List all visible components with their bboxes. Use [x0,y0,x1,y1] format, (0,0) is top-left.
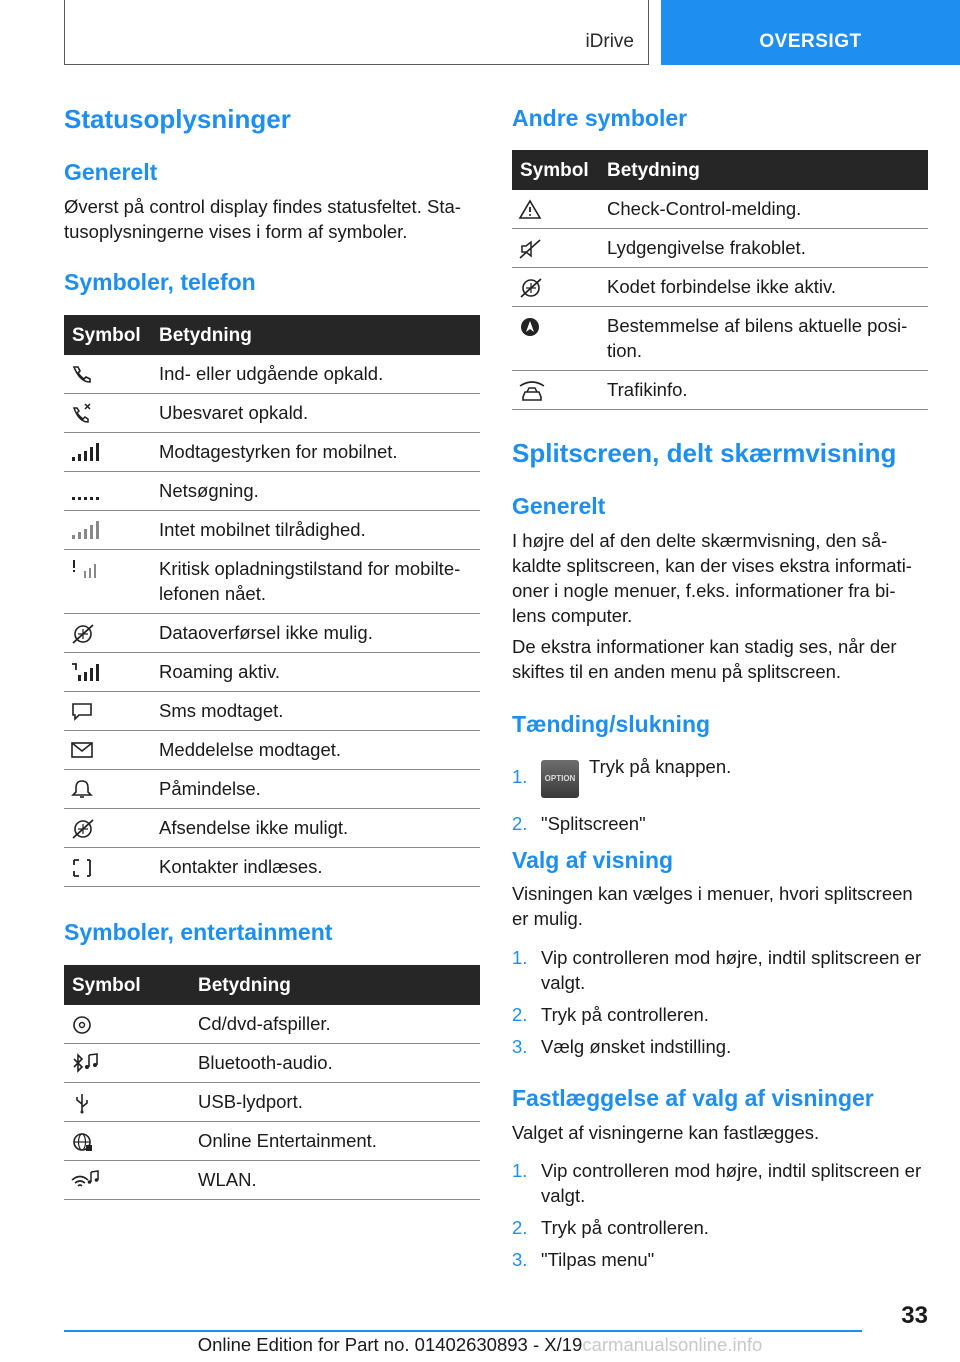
table-row [64,1161,480,1200]
list-item [512,811,928,836]
on-off-heading: Tænding/slukning [512,711,711,737]
table-row [64,394,480,433]
col-header-meaning: Betydning [159,315,480,355]
coded-connection-disabled-icon [518,277,544,299]
table-row [64,472,480,511]
row-text: USB-lydport. [198,1083,480,1122]
header-section-box [64,0,649,65]
signal-strength-icon [70,442,100,462]
table-row [64,731,480,770]
row-text: Dataoverførsel ikke mulig. [159,614,480,653]
table-row [512,307,928,371]
row-text: Intet mobilnet tilrådighed. [159,511,480,550]
send-disabled-icon [70,818,96,840]
splitscreen-general-text-1: I højre del af den delte skærmvisning, den så-kaldte splitscreen, kan der vises ekstra informati-oner i nogle menuer, f.eks. informationer fra bi-lens computer. [512,530,912,626]
step-text: Tryk på knappen. [589,756,732,777]
row-text: Ubesvaret opkald. [159,394,480,433]
entertainment-symbols-table [64,965,480,1200]
table-row [512,229,928,268]
step-number: 1. [512,947,528,968]
list-item [512,1215,928,1240]
phone-handset-icon [70,364,96,384]
step-text: Tryk på controlleren. [541,1004,709,1025]
table-row [64,355,480,394]
bell-icon [70,779,96,799]
wlan-icon [70,1170,100,1192]
footer-edition [0,1334,960,1356]
fix-views-text: Valget af visningerne kan fastlægges. [512,1122,820,1143]
general-heading: Generelt [64,159,158,185]
missed-call-icon [70,403,96,423]
step-number: 3. [512,1036,528,1057]
step-text: "Tilpas menu" [541,1249,655,1270]
row-text: Ind- eller udgående opkald. [159,355,480,394]
table-row [64,848,480,887]
watermark-text: carmanualsonline.info [582,1334,763,1355]
step-text: "Splitscreen" [541,813,646,834]
table-row [512,268,928,307]
row-text: Kontakter indlæses. [159,848,480,887]
other-symbols-table [512,150,928,410]
list-item [512,1002,928,1027]
table-row [64,1044,480,1083]
view-selection-steps [512,945,928,1066]
table-row [64,770,480,809]
mute-icon [518,238,544,260]
view-selection-heading: Valg af visning [512,847,674,873]
step-text: Tryk på controlleren. [541,1217,709,1238]
col-header-symbol: Symbol [64,965,198,1005]
fix-views-steps [512,1158,928,1279]
list-item [512,754,928,798]
table-row [512,190,928,229]
list-item [512,945,928,995]
row-text: Check-Control-melding. [607,190,928,229]
table-row [64,1083,480,1122]
network-search-icon [70,481,100,501]
step-number: 2. [512,1217,528,1238]
col-header-meaning: Betydning [607,150,928,190]
entertainment-symbols-heading: Symboler, entertainment [64,919,333,945]
table-row [64,1005,480,1044]
on-off-steps [512,754,928,843]
battery-critical-icon [70,559,100,579]
option-button-icon[interactable]: OPTION [541,760,579,798]
list-item [512,1247,928,1272]
table-row [64,653,480,692]
table-row [64,550,480,614]
header-chapter-title: OVERSIGT [759,31,862,52]
envelope-icon [70,740,96,760]
roaming-icon [70,662,100,682]
row-text: Påmindelse. [159,770,480,809]
header-section-title: iDrive [585,31,634,52]
step-number: 1. [512,766,528,787]
row-text: Netsøgning. [159,472,480,511]
view-selection-text: Visningen kan vælges i menuer, hvori splitscreen er mulig. [512,883,913,929]
row-text: Afsendelse ikke muligt. [159,809,480,848]
row-text: Cd/dvd-afspiller. [198,1005,480,1044]
splitscreen-general-heading: Generelt [512,493,606,519]
row-text: Online Entertainment. [198,1122,480,1161]
general-text: Øverst på control display findes statusfeltet. Sta-tusoplysningerne vises i form af symboler. [64,196,461,242]
table-row [64,614,480,653]
table-row [64,692,480,731]
edition-text: Online Edition for Part no. 01402630893 - X/19 [197,1334,583,1355]
row-text: Bestemmelse af bilens aktuelle posi-tion. [607,307,928,371]
row-text: Kodet forbindelse ikke aktiv. [607,268,928,307]
step-number: 3. [512,1249,528,1270]
fix-views-heading: Fastlæggelse af valg af visninger [512,1085,874,1111]
step-text: Vip controlleren mod højre, indtil splitscreen er valgt. [541,1160,922,1206]
row-text: Meddelelse modtaget. [159,731,480,770]
step-number: 1. [512,1160,528,1181]
phone-symbols-table [64,315,480,887]
other-symbols-heading: Andre symboler [512,105,688,131]
table-row [64,433,480,472]
location-arrow-icon [518,316,544,338]
col-header-symbol: Symbol [512,150,607,190]
list-item [512,1034,928,1059]
step-number: 2. [512,813,528,834]
warning-triangle-icon [518,199,544,221]
row-text: Lydgengivelse frakoblet. [607,229,928,268]
table-row [64,809,480,848]
traffic-info-icon [518,380,548,402]
table-row [64,511,480,550]
row-text: Roaming aktiv. [159,653,480,692]
online-entertainment-icon [70,1131,96,1153]
splitscreen-title: Splitscreen, delt skærmvisning [512,438,897,468]
list-item [512,1158,928,1208]
table-row [512,371,928,410]
page-number: 33 [901,1302,928,1329]
row-text: Bluetooth-audio. [198,1044,480,1083]
row-text: Sms modtaget. [159,692,480,731]
row-text: Trafikinfo. [607,371,928,410]
usb-icon [70,1092,96,1114]
footer-divider [64,1330,862,1332]
col-header-meaning: Betydning [198,965,480,1005]
no-network-icon [70,520,100,540]
phone-symbols-heading: Symboler, telefon [64,269,256,295]
bluetooth-audio-icon [70,1053,100,1075]
table-row [64,1122,480,1161]
step-text: Vip controlleren mod højre, indtil splitscreen er valgt. [541,947,922,993]
step-text: Vælg ønsket indstilling. [541,1036,732,1057]
contacts-loading-icon [70,857,96,879]
status-title: Statusoplysninger [64,104,291,134]
data-transfer-disabled-icon [70,623,96,645]
row-text: WLAN. [198,1161,480,1200]
row-text: Kritisk opladningstilstand for mobilte-lefonen nået. [159,550,480,614]
step-number: 2. [512,1004,528,1025]
col-header-symbol: Symbol [64,315,159,355]
header-chapter-box [661,0,960,65]
sms-icon [70,701,96,721]
disc-icon [70,1014,96,1036]
row-text: Modtagestyrken for mobilnet. [159,433,480,472]
splitscreen-general-text-2: De ekstra informationer kan stadig ses, når der skiftes til en anden menu på splitscreen. [512,636,897,682]
